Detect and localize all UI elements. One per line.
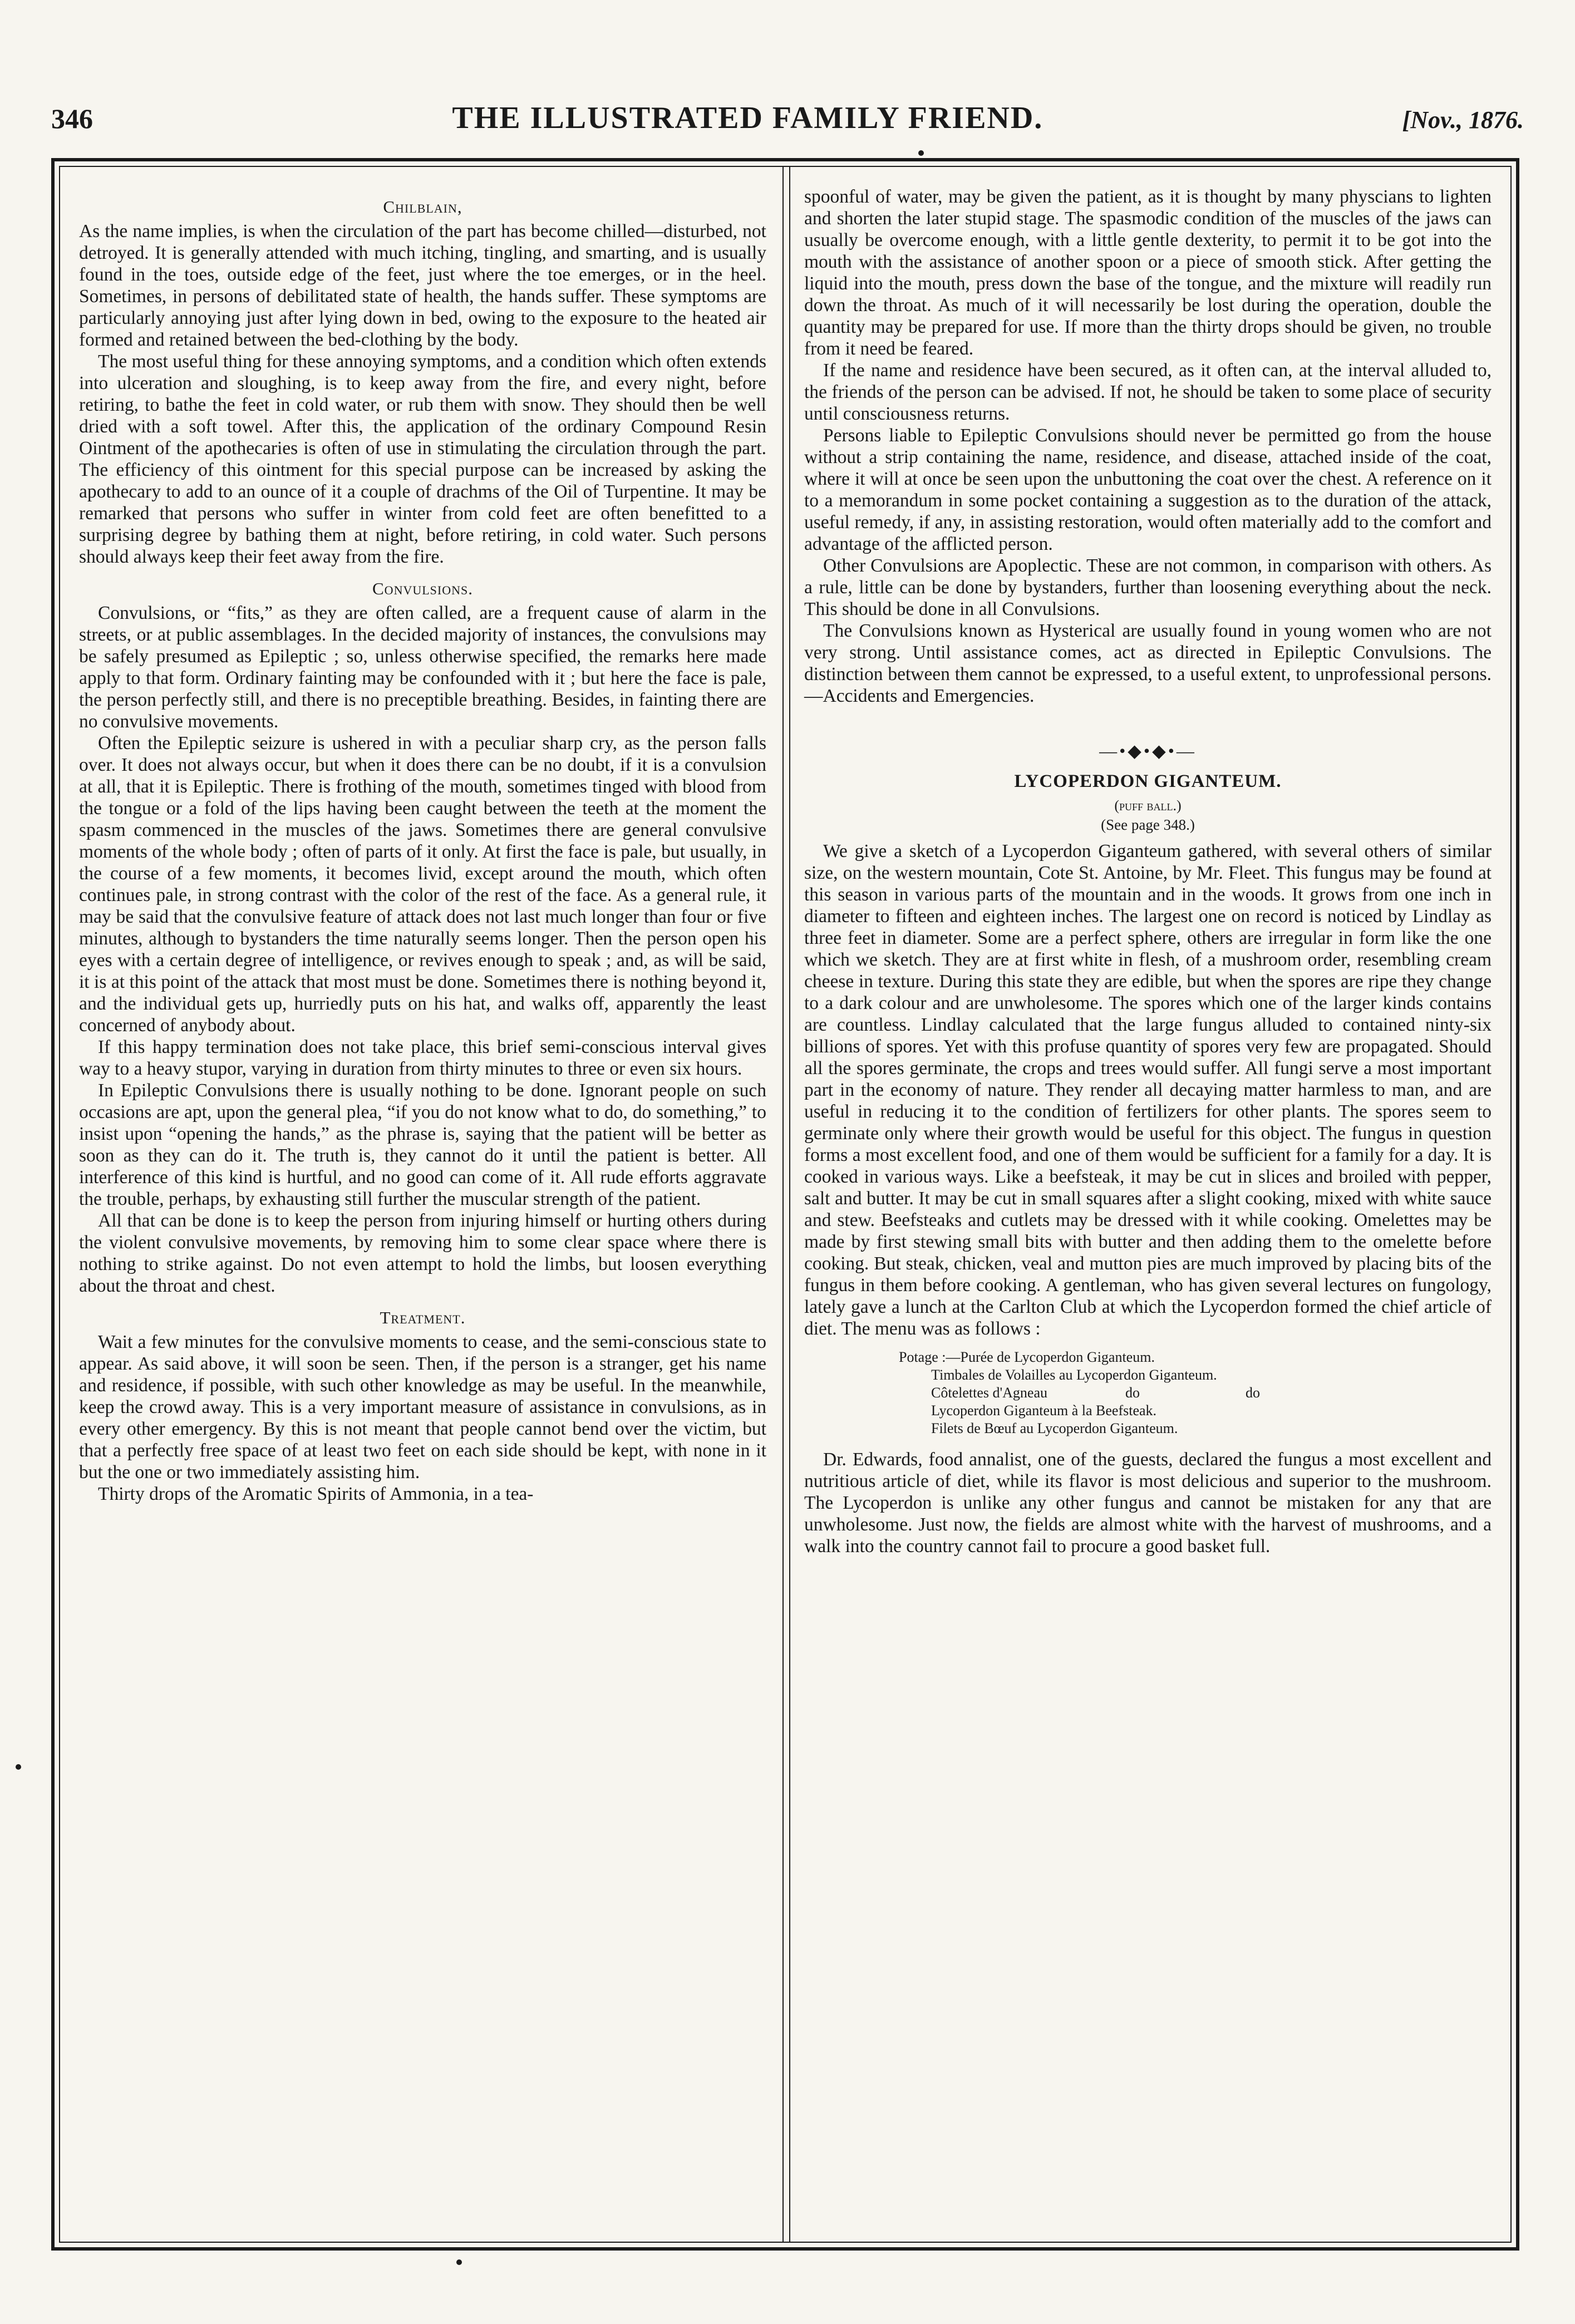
paragraph: All that can be done is to keep the person from injuring himself or hurting others during the violent convulsive movements, by removing him to some clear space where there is nothing to strike against. Do not even attempt to hold the limbs, but loosen everything about the throat and chest. bbox=[79, 1210, 766, 1296]
paragraph: If the name and residence have been secured, as it often can, at the interval alluded to, the friends of the person can be advised. If not, he should be taken to some place of security until consciousness returns. bbox=[804, 360, 1492, 424]
page-number: 346 bbox=[51, 103, 93, 134]
paragraph: Other Convulsions are Apoplectic. These are not common, in comparison with others. As a rule, little can be done by bystanders, further than loosening everything about the neck. This should be done in all Convulsions. bbox=[804, 555, 1492, 619]
right-column bbox=[785, 167, 1510, 2242]
article-title: LYCOPERDON GIGANTEUM. bbox=[1014, 771, 1282, 791]
article-page-reference: (See page 348.) bbox=[1101, 816, 1195, 833]
paragraph: Convulsions, or “fits,” as they are often called, are a frequent cause of alarm in the streets, or at public assemblages. In the decided majority of instances, the convulsions may be safely presumed as Epileptic ; so, unless otherwise specified, the remarks here made apply to that form. Ordinary fainting may be confounded with it ; but here the face is pale, the person perfectly still, and there is no preceptible breathing. Besides, in fainting there are no convulsive movements. bbox=[79, 603, 766, 732]
print-mark bbox=[16, 1764, 21, 1770]
lunch-menu bbox=[899, 1348, 1492, 1437]
paragraph: Wait a few minutes for the convulsive moments to cease, and the semi-conscious state to appear. As said above, it will soon be seen. Then, if the person is a stranger, get his name and residence, if possible, with such other knowledge as may be useful. In the meanwhile, keep the crowd away. This is a very important measure of assistance in convulsions, as in every other emergency. By this is not meant that people cannot bend over the victim, but that a perfectly free space of at least two feet on each side should be kept, with none in it but the one or two immediately assisting him. bbox=[79, 1332, 766, 1483]
paragraph: If this happy termination does not take place, this brief semi-conscious interval gives way to a heavy stupor, varying in duration from thirty minutes to three or even six hours. bbox=[79, 1037, 766, 1079]
page-header bbox=[51, 100, 1524, 150]
menu-item bbox=[899, 1384, 1492, 1402]
menu-item: Timbales de Volailles au Lycoperdon Giganteum. bbox=[931, 1367, 1217, 1383]
page-frame-inner bbox=[59, 166, 1512, 2243]
article-subtitle: (puff ball.) bbox=[1114, 797, 1182, 814]
section-title-convulsions: Convulsions. bbox=[372, 579, 473, 598]
section-title-treatment: Treatment. bbox=[380, 1308, 466, 1327]
column-divider bbox=[782, 167, 790, 2242]
menu-item: Filets de Bœuf au Lycoperdon Giganteum. bbox=[931, 1420, 1178, 1436]
page-frame bbox=[51, 158, 1519, 2251]
menu-item: Lycoperdon Giganteum à la Beefsteak. bbox=[931, 1402, 1157, 1419]
publication-title: THE ILLUSTRATED FAMILY FRIEND. bbox=[452, 101, 1044, 135]
paragraph: We give a sketch of a Lycoperdon Giganteum gathered, with several others of similar size, on the western mountain, Cote St. Antoine, by Mr. Fleet. This fungus may be found at this season in various parts of the mountain and in the woods. It grows from one inch in diameter to fifteen and eighteen inches. The largest one on record is noticed by Lindlay as three feet in diameter. Some are a perfect sphere, others are irregular in form like the one which we sketch. They are at first white in flesh, of a mushroom order, resembling cream cheese in texture. During this state they are edible, but when the spores are ripe they change to a dark colour and are unwholesome. The spores which one of the larger kinds contains are countless. Lindlay calculated that the large fungus alluded to contained ninty-six billions of spores. Yet with this profuse quantity of spores very few are propagated. Should all the spores germinate, the crops and trees would suffer. All fungi serve a most important part in the economy of nature. They render all decaying matter harmless to man, and are useful in reducing it to the condition of fertilizers for other plants. The spores seem to germinate only where their growth would be useful for this object. The fungus in question forms a most excellent food, and one of them would be sufficient for a family for a day. It is cooked in various ways. Like a beefsteak, it may be cut in slices and broiled with pepper, salt and butter. It may be cut in small squares after a slight cooking, mixed with white sauce and stew. Beefsteaks and cutlets may be dressed with it while cooking. Omelettes may be made by first stewing small bits with butter and then adding them to the omelette before cooking. But steak, chicken, veal and mutton pies are much improved by placing bits of the fungus in them before cooking. A gentleman, who has given several lectures on fungology, lately gave a lunch at the Carlton Club at which the Lycoperdon formed the chief article of diet. The menu was as follows : bbox=[804, 841, 1492, 1339]
left-column bbox=[60, 167, 785, 2242]
print-mark bbox=[456, 2259, 462, 2265]
paragraph: The most useful thing for these annoying symptoms, and a condition which often extends into ulceration and sloughing, is to keep away from the fire, and every night, before retiring, to bathe the feet in cold water, or rub them with snow. They should then be well dried with a soft towel. After this, the application of the ordinary Compound Resin Ointment of the apothecaries is often of use in stimulating the circulation through the part. The efficiency of this ointment for this special purpose can be increased by asking the apothecary to add to an ounce of it a couple of drachms of the Oil of Turpentine. It may be remarked that persons who suffer in winter from cold feet are often benefitted to a surprising degree by bathing them at night, before retiring, in cold water. Such persons should always keep their feet away from the fire. bbox=[79, 351, 766, 567]
paragraph: Dr. Edwards, food annalist, one of the guests, declared the fungus a most excellent and nutritious article of diet, while its flavor is most delicious and superior to the mushroom. The Lycoperdon is unlike any other fungus and cannot be mistaken for any that are unwholesome. Just now, the fields are almost white with the harvest of mushrooms, and a walk into the country cannot fail to procure a good basket full. bbox=[804, 1449, 1492, 1557]
menu-item: Potage :—Purée de Lycoperdon Giganteum. bbox=[899, 1349, 1155, 1365]
issue-date: [Nov., 1876. bbox=[1402, 106, 1524, 134]
menu-ditto: do bbox=[1125, 1385, 1140, 1401]
menu-item-text: Côtelettes d'Agneau bbox=[931, 1385, 1048, 1401]
paragraph: The Convulsions known as Hysterical are usually found in young women who are not very strong. Until assistance comes, act as directed in Epileptic Convulsions. The distinction between them cannot be expressed, to a useful extent, to unprofessional persons.—Accidents and Emergencies. bbox=[804, 621, 1492, 706]
paragraph: Often the Epileptic seizure is ushered in with a peculiar sharp cry, as the person falls over. It does not always occur, but when it does there can be no doubt, if it is a convulsion at all, that it is Epileptic. There is frothing of the mouth, sometimes tinged with blood from the tongue or a fold of the lips having been caught between the teeth at the moment the spasm commenced in the muscles of the jaws. Sometimes there are general convulsive moments of the whole body ; often of parts of it only. At first the face is pale, but usually, in the course of a few moments, it becomes livid, except around the mouth, which often continues pale, in strong contrast with the color of the rest of the face. As a general rule, it may be said that the convulsive feature of attack does not last much longer than four or five minutes, although to bystanders the time naturally seems longer. Then the person open his eyes with a certain degree of intelligence, or revives enough to speak ; and, as will be said, it is at this point of the attack that most must be done. Sometimes there is nothing beyond it, and the individual gets up, hurriedly puts on his hat, and walks off, apparently the least concerned of anybody about. bbox=[79, 733, 766, 1036]
paragraph: Persons liable to Epileptic Convulsions should never be permitted go from the house without a strip containing the name, residence, and disease, attached inside of the coat, where it will at once be seen upon the unbuttoning the coat over the chest. A reference on it to a memorandum in some pocket containing a suggestion as to the duration of the attack, useful remedy, if any, in assisting restoration, would often materially add to the comfort and advantage of the afflicted person. bbox=[804, 425, 1492, 554]
paragraph: As the name implies, is when the circulation of the part has become chilled—disturbed, not detroyed. It is generally attended with much itching, tingling, and smarting, and is usually found in the toes, outside edge of the feet, just where the toe emerges, or in the heel. Sometimes, in persons of debilitated state of health, the hands suffer. These symptoms are particularly annoying just after lying down in bed, owing to the exposure to the heated air formed and retained between the bed-clothing by the body. bbox=[79, 221, 766, 350]
menu-ditto: do bbox=[1246, 1385, 1261, 1401]
section-title-chilblain: Chilblain, bbox=[383, 197, 462, 216]
ornament-divider: —•◆•◆•— bbox=[1099, 741, 1197, 761]
paragraph: In Epileptic Convulsions there is usually nothing to be done. Ignorant people on such occasions are apt, upon the general plea, “if you do not know what to do, do something,” to insist upon “opening the hands,” as the phrase is, saying that the patient will be better as soon as they can do it. The truth is, they cannot do it until the patient is better. All interference of this kind is hurtful, and no good can come of it. All rude efforts aggravate the trouble, perhaps, by exhausting still further the muscular strength of the patient. bbox=[79, 1080, 766, 1209]
paragraph: Thirty drops of the Aromatic Spirits of Ammonia, in a tea- bbox=[98, 1484, 534, 1504]
paragraph: spoonful of water, may be given the patient, as it is thought by many physcians to lighten and shorten the later stupid stage. The spasmodic condition of the muscles of the jaws can usually be overcome enough, with a little gentle dexterity, to permit it to be got into the mouth with the assistance of another spoon or a piece of smooth stick. After getting the liquid into the mouth, press down the base of the tongue, and the mixture will readily run down the throat. As much of it will necessarily be lost during the operation, double the quantity may be prepared for use. If more than the thirty drops should be given, no trouble from it need be feared. bbox=[804, 186, 1492, 359]
print-mark bbox=[918, 150, 924, 156]
